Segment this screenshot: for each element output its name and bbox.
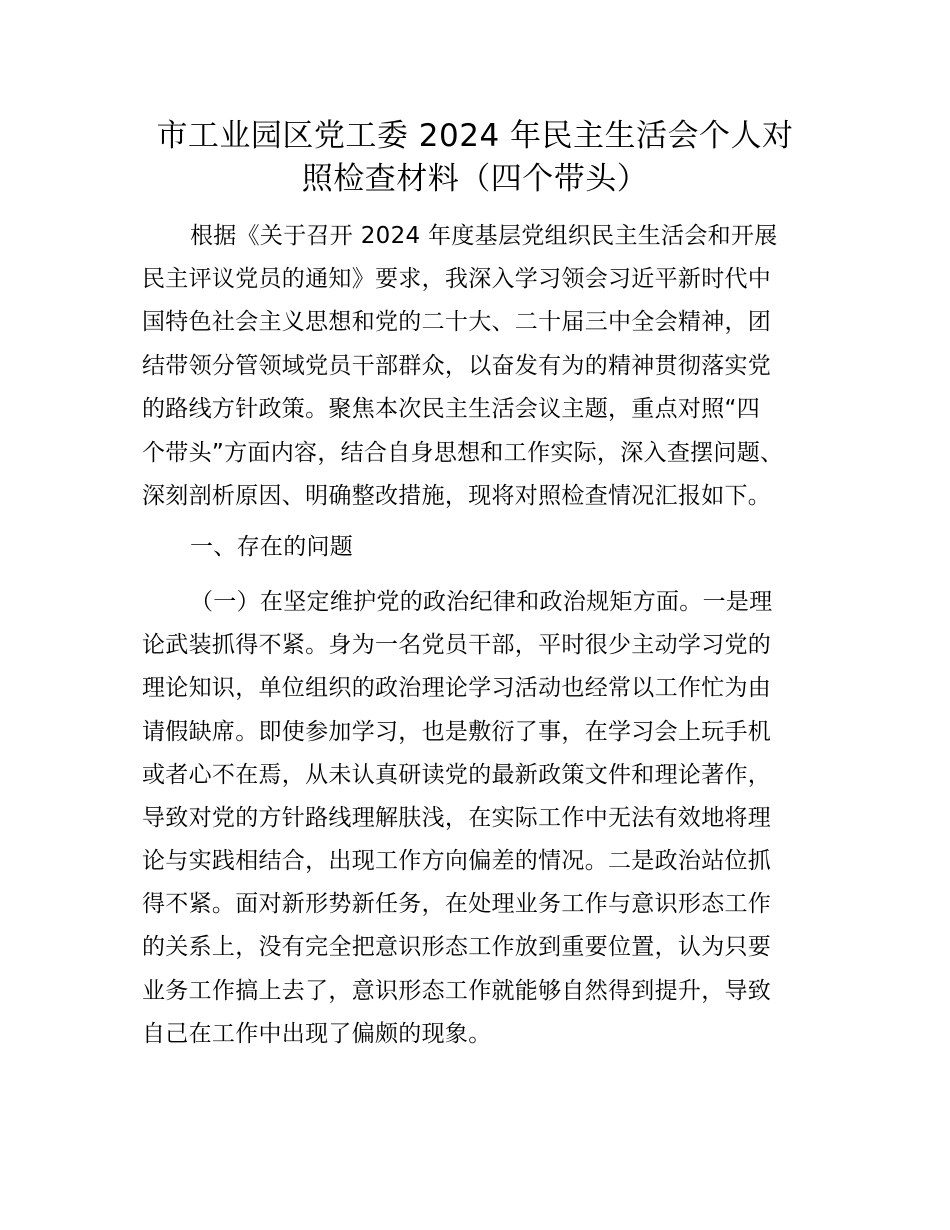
subsection-line-7: 论与实践相结合，出现工作方向偏差的情况。二是政治站位抓 [142, 848, 772, 874]
intro-line-3: 国特色社会主义思想和党的二十大、二十届三中全会精神，团 [142, 309, 772, 335]
document-title-line-1: 市工业园区党工委 2024 年民主生活会个人对 [156, 118, 794, 154]
intro-line-1: 根据《关于召开 2024 年度基层党组织民主生活会和开展 [190, 223, 778, 249]
document-title-line-2: 照检查材料（四个带头） [301, 161, 649, 197]
subsection-line-8: 得不紧。面对新形势新任务，在处理业务工作与意识形态工作 [142, 891, 772, 917]
subsection-line-9: 的关系上，没有完全把意识形态工作放到重要位置，认为只要 [142, 934, 772, 960]
intro-line-5: 的路线方针政策。聚焦本次民主生活会议主题，重点对照“四 [142, 396, 761, 422]
subsection-line-2: 论武装抓得不紧。身为一名党员干部，平时很少主动学习党的 [142, 632, 772, 658]
intro-line-7: 深刻剖析原因、明确整改措施，现将对照检查情况汇报如下。 [142, 483, 772, 509]
subsection-line-1: （一）在坚定维护党的政治纪律和政治规矩方面。一是理 [190, 589, 773, 615]
subsection-line-3: 理论知识，单位组织的政治理论学习活动也经常以工作忙为由 [142, 675, 772, 701]
intro-line-4: 结带领分管领域党员干部群众，以奋发有为的精神贯彻落实党 [142, 353, 772, 379]
section-heading: 一、存在的问题 [190, 534, 354, 560]
intro-line-6: 个带头”方面内容，结合自身思想和工作实际，深入查摆问题、 [142, 440, 784, 466]
subsection-line-5: 或者心不在焉，从未认真研读党的最新政策文件和理论著作， [142, 762, 772, 788]
subsection-line-10: 业务工作搞上去了，意识形态工作就能够自然得到提升，导致 [142, 978, 772, 1004]
subsection-line-11: 自己在工作中出现了偏颇的现象。 [142, 1021, 492, 1047]
intro-line-2: 民主评议党员的通知》要求，我深入学习领会习近平新时代中 [142, 266, 772, 292]
subsection-line-6: 导致对党的方针路线理解肤浅，在实际工作中无法有效地将理 [142, 805, 772, 831]
subsection-line-4: 请假缺席。即使参加学习，也是敷衍了事，在学习会上玩手机 [142, 719, 772, 745]
